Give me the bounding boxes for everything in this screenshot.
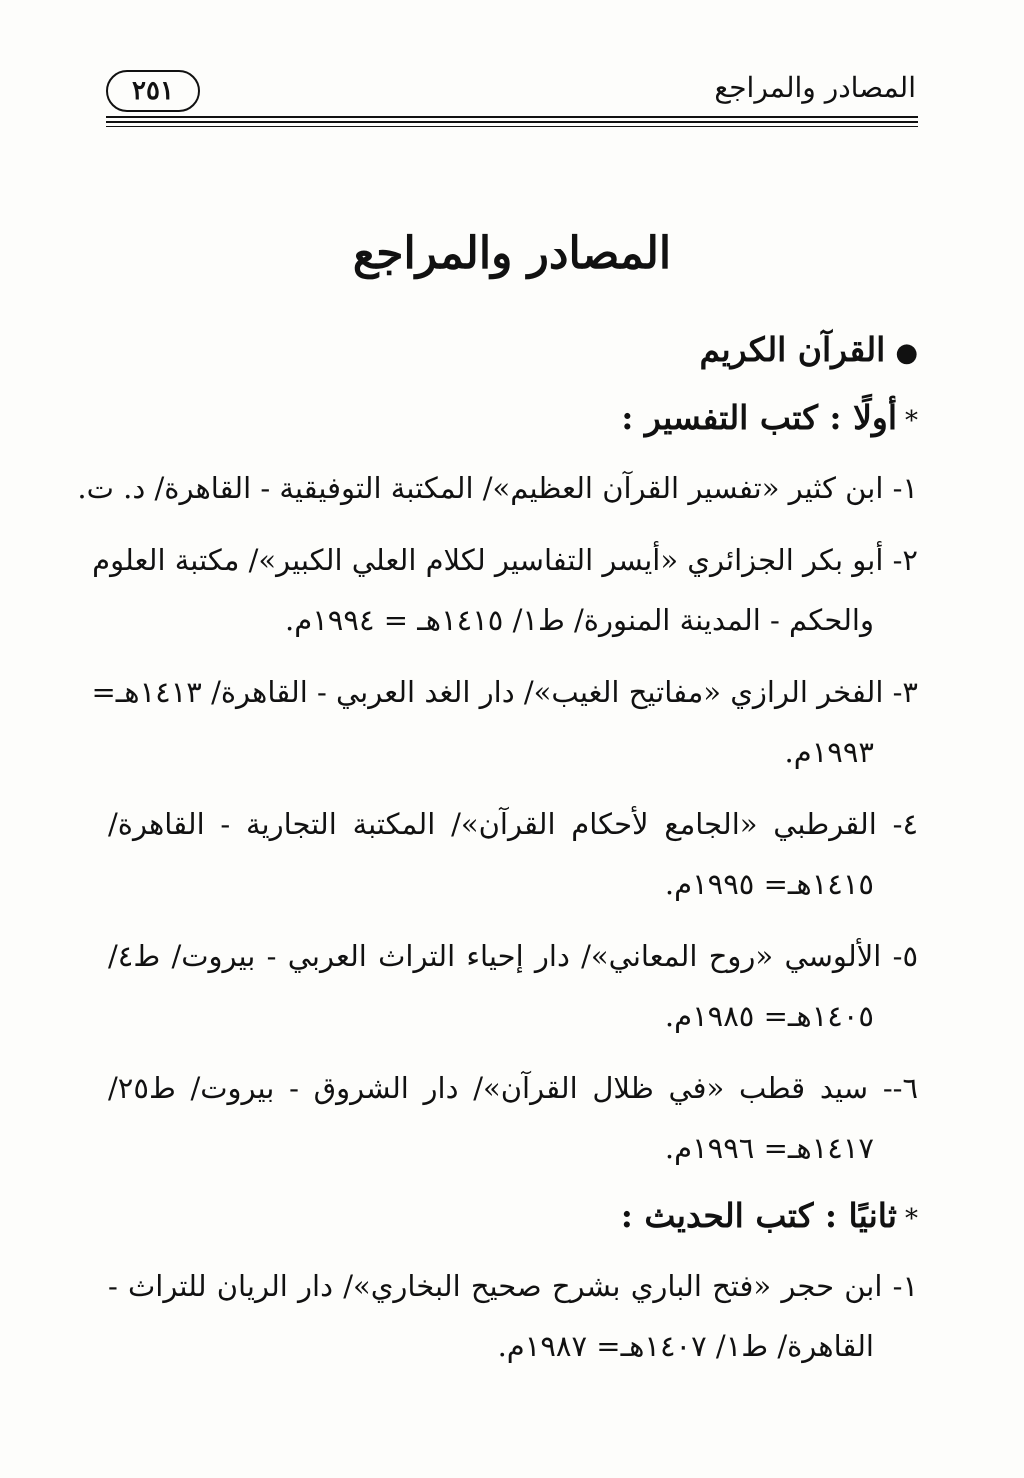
asterisk-icon: * bbox=[905, 1204, 918, 1234]
reference-line bbox=[108, 1256, 918, 1316]
reference-text: ابن حجر «فتح الباري بشرح صحيح البخاري»/ دار الريان للتراث - bbox=[108, 1269, 883, 1303]
reference-entry bbox=[108, 926, 918, 1046]
reference-text: الفخر الرازي «مفاتيح الغيب»/ دار الغد العربي - القاهرة/ ١٤١٣هـ= bbox=[91, 675, 884, 709]
section-heading-tafsir bbox=[108, 390, 918, 446]
reference-line bbox=[91, 662, 918, 722]
reference-line bbox=[77, 458, 918, 518]
bullet-icon: ● bbox=[895, 338, 918, 368]
reference-number: ١- bbox=[892, 471, 918, 505]
reference-number: ٤- bbox=[892, 807, 919, 841]
reference-continuation: ١٤١٧هـ= ١٩٩٦م. bbox=[664, 1131, 874, 1165]
reference-line bbox=[108, 1058, 918, 1118]
reference-continuation: والحكم - المدينة المنورة/ ط١/ ١٤١٥هـ = ١٩٩٤م. bbox=[285, 603, 874, 637]
section-heading-quran bbox=[108, 322, 918, 378]
reference-text: ابن كثير «تفسير القرآن العظيم»/ المكتبة التوفيقية - القاهرة/ د. ت. bbox=[77, 471, 884, 505]
reference-number: ٣- bbox=[892, 675, 918, 709]
section-heading-label: أولًا : كتب التفسير : bbox=[621, 398, 897, 437]
reference-continuation: ١٩٩٣م. bbox=[784, 735, 874, 769]
reference-entry bbox=[108, 1256, 918, 1376]
reference-continuation: ١٤٠٥هـ= ١٩٨٥م. bbox=[664, 999, 874, 1033]
section-heading-label: ثانيًا : كتب الحديث : bbox=[620, 1196, 897, 1235]
reference-entry bbox=[108, 794, 918, 914]
reference-number: ١- bbox=[892, 1269, 919, 1303]
header-rule bbox=[106, 126, 918, 127]
reference-continuation: القاهرة/ ط١/ ١٤٠٧هـ= ١٩٨٧م. bbox=[497, 1329, 874, 1363]
reference-text: الألوسي «روح المعاني»/ دار إحياء التراث العربي - بيروت/ ط٤/ bbox=[108, 939, 882, 973]
reference-number: ٥- bbox=[892, 939, 919, 973]
reference-number: ٦-- bbox=[882, 1071, 919, 1105]
reference-entry bbox=[91, 662, 918, 782]
running-title: المصادر والمراجع bbox=[714, 71, 916, 104]
reference-text: أبو بكر الجزائري «أيسر التفاسير لكلام العلي الكبير»/ مكتبة العلوم bbox=[92, 543, 884, 577]
reference-text: سيد قطب «في ظلال القرآن»/ دار الشروق - بيروت/ ط٢٥/ bbox=[108, 1071, 869, 1105]
reference-entry bbox=[92, 530, 918, 650]
header-rule bbox=[106, 116, 918, 118]
reference-line bbox=[108, 926, 918, 986]
reference-entry bbox=[77, 458, 918, 518]
reference-line bbox=[92, 530, 918, 590]
reference-number: ٢- bbox=[892, 543, 918, 577]
reference-continuation: ١٤١٥هـ= ١٩٩٥م. bbox=[664, 867, 874, 901]
section-heading-label: القرآن الكريم bbox=[699, 330, 886, 369]
page-number: ٢٥١ bbox=[106, 70, 200, 112]
bibliography bbox=[77, 322, 919, 1376]
page-title: المصادر والمراجع bbox=[352, 228, 672, 279]
asterisk-icon: * bbox=[905, 406, 918, 436]
header-rule bbox=[106, 121, 918, 123]
section-heading-hadith bbox=[108, 1188, 918, 1244]
reference-text: القرطبي «الجامع لأحكام القرآن»/ المكتبة التجارية - القاهرة/ bbox=[108, 807, 877, 841]
reference-line bbox=[108, 794, 918, 854]
reference-entry bbox=[108, 1058, 918, 1178]
